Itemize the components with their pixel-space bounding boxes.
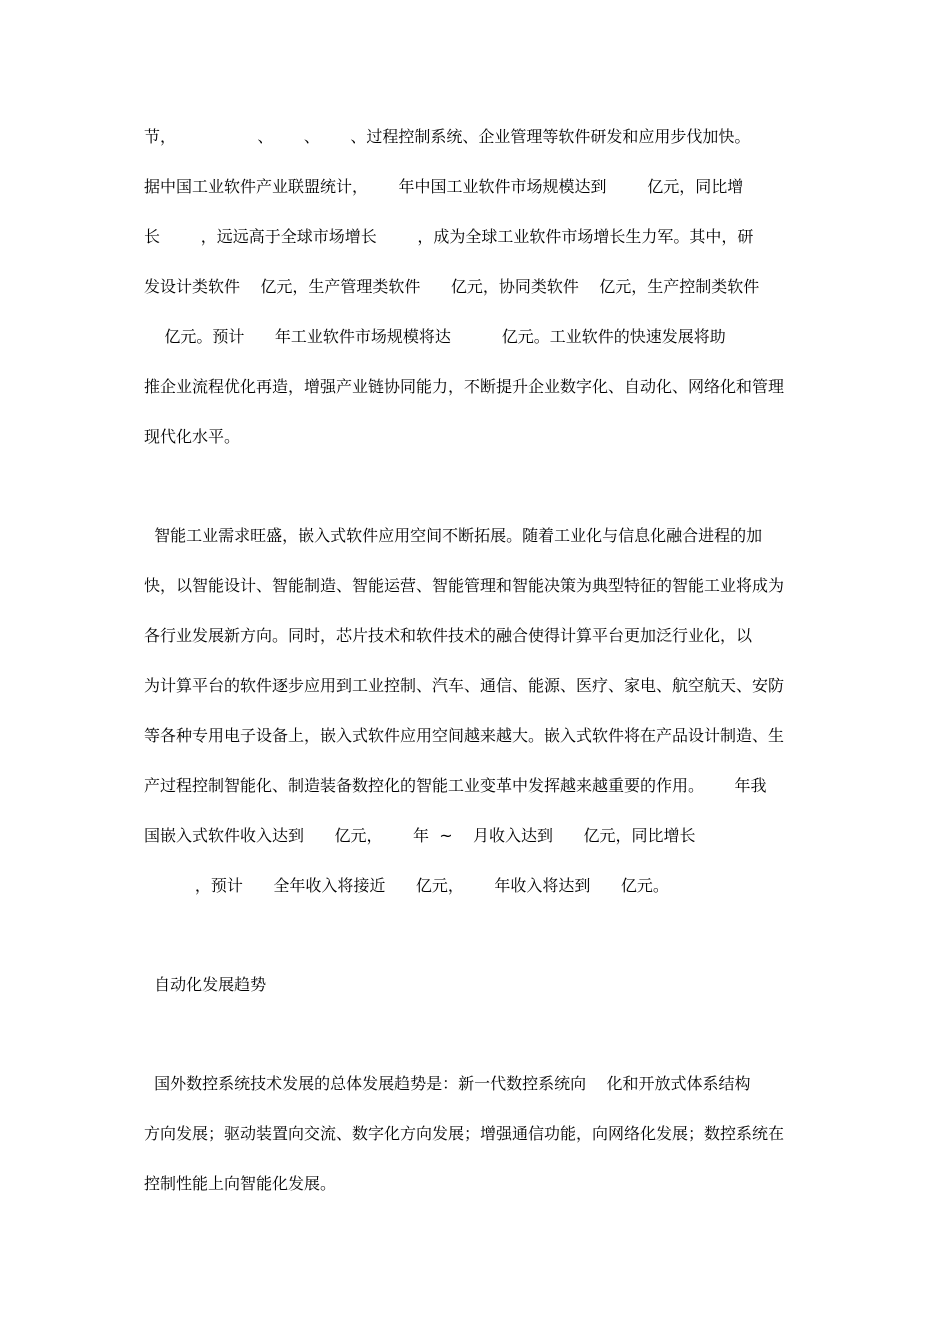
paragraph-3-line-3: 控制性能上向智能化发展。 — [144, 1174, 337, 1193]
paragraph-2-line-6: 产过程控制智能化、制造装备数控化的智能工业变革中发挥越来越重要的作用。 年我 — [144, 776, 767, 795]
paragraph-2-line-5: 等各种专用电子设备上，嵌入式软件应用空间越来越大。嵌入式软件将在产品设计制造、生 — [144, 726, 785, 745]
paragraph-1-line-6: 推企业流程优化再造，增强产业链协同能力，不断提升企业数字化、自动化、网络化和管理 — [144, 377, 785, 396]
paragraph-1-line-7: 现代化水平。 — [144, 427, 241, 446]
paragraph-2-line-7: 国嵌入式软件收入达到 亿元， 年 ~ 月收入达到 亿元，同比增长 — [144, 826, 696, 845]
paragraph-1-line-2: 据中国工业软件产业联盟统计， 年中国工业软件市场规模达到 亿元，同比增 — [144, 177, 744, 196]
paragraph-2-line-1: 智能工业需求旺盛，嵌入式软件应用空间不断拓展。随着工业化与信息化融合进程的加 — [144, 526, 763, 545]
paragraph-2-line-8: ，预计 全年收入将接近 亿元， 年收入将达到 亿元。 — [144, 876, 669, 895]
paragraph-1-line-4: 发设计类软件 亿元，生产管理类软件 亿元，协同类软件 亿元，生产控制类软件 — [144, 277, 760, 296]
paragraph-2-line-2: 快，以智能设计、智能制造、智能运营、智能管理和智能决策为典型特征的智能工业将成为 — [144, 576, 785, 595]
paragraph-1-line-5: 亿元。预计 年工业软件市场规模将达 亿元。工业软件的快速发展将助 — [144, 327, 726, 346]
paragraph-3-line-1: 国外数控系统技术发展的总体发展趋势是：新一代数控系统向 化和开放式体系结构 — [144, 1074, 751, 1093]
paragraph-3-line-2: 方向发展；驱动装置向交流、数字化方向发展；增强通信功能，向网络化发展；数控系统在 — [144, 1124, 785, 1143]
paragraph-1-line-3: 长 ，远远高于全球市场增长 ，成为全球工业软件市场增长生力军。其中，研 — [144, 227, 754, 246]
paragraph-2-line-4: 为计算平台的软件逐步应用到工业控制、汽车、通信、能源、医疗、家电、航空航天、安防 — [144, 676, 785, 695]
paragraph-2-line-3: 各行业发展新方向。同时，芯片技术和软件技术的融合使得计算平台更加泛行业化，以 — [144, 626, 753, 645]
section-heading: 自动化发展趋势 — [144, 975, 267, 994]
paragraph-1-line-1: 节， 、 、 、过程控制系统、企业管理等软件研发和应用步伐加快。 — [144, 127, 751, 146]
